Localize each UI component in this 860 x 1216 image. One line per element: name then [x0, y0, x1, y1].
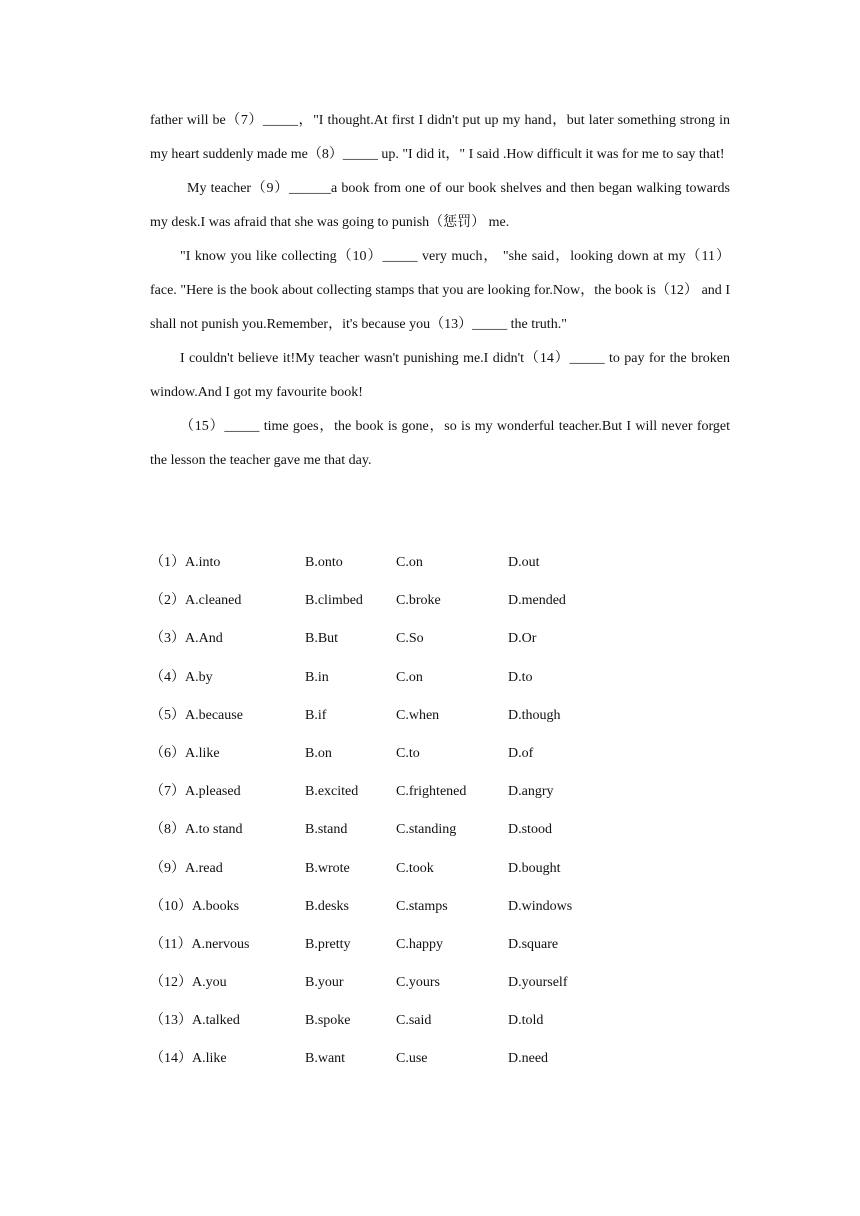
option-b: B.want — [305, 1051, 346, 1067]
option-a: （14）A.like — [150, 1051, 227, 1067]
option-d: D.windows — [508, 898, 573, 914]
passage-paragraph-1: father will be（7）_____，"I thought.At first I didn't put up my hand，but later something strong in my heart suddenly made me（8）_____ up. "I did it，" I said .How difficult it was for me to say that! — [150, 113, 730, 162]
option-c: C.said — [396, 1013, 432, 1029]
option-b: B.spoke — [305, 1013, 351, 1029]
option-c: C.yours — [396, 975, 440, 991]
question-option-row — [150, 544, 730, 582]
option-a: （7）A.pleased — [150, 784, 241, 800]
question-option-row — [150, 964, 730, 1002]
question-option-row — [150, 888, 730, 926]
option-a: （4）A.by — [150, 669, 213, 685]
option-a: （11）A.nervous — [150, 936, 250, 952]
option-b: B.your — [305, 975, 344, 991]
option-d: D.though — [508, 707, 561, 723]
option-a: （9）A.read — [150, 860, 223, 876]
option-b: B.climbed — [305, 593, 363, 609]
question-option-row — [150, 697, 730, 735]
question-option-row — [150, 735, 730, 773]
option-d: D.stood — [508, 822, 552, 838]
passage-paragraph-2: My teacher（9）______a book from one of our book shelves and then began walking towards my desk.I was afraid that she was going to punish（惩罚） me. — [150, 181, 730, 230]
option-a: （6）A.like — [150, 745, 220, 761]
option-c: C.use — [396, 1051, 428, 1067]
question-option-row — [150, 582, 730, 620]
option-c: C.standing — [396, 822, 457, 838]
passage-paragraph-5: （15）_____ time goes，the book is gone，so is my wonderful teacher.But I will never forget the lesson the teacher gave me that day. — [150, 419, 730, 468]
option-d: D.told — [508, 1013, 544, 1029]
question-option-row — [150, 926, 730, 964]
answer-options-list — [150, 544, 730, 1079]
option-c: C.to — [396, 745, 420, 761]
passage-paragraph-4: I couldn't believe it!My teacher wasn't punishing me.I didn't（14）_____ to pay for the broken window.And I got my favourite book! — [150, 351, 730, 400]
option-a: （13）A.talked — [150, 1013, 240, 1029]
question-option-row — [150, 773, 730, 811]
option-a: （3）A.And — [150, 631, 223, 647]
option-b: B.stand — [305, 822, 348, 838]
option-b: B.if — [305, 707, 327, 723]
option-a: （8）A.to stand — [150, 822, 243, 838]
option-a: （1）A.into — [150, 555, 221, 570]
option-b: B.desks — [305, 898, 349, 914]
option-b: B.excited — [305, 784, 359, 800]
option-a: （12）A.you — [150, 975, 227, 991]
option-d: D.yourself — [508, 975, 568, 991]
option-d: D.need — [508, 1051, 549, 1067]
option-b: B.pretty — [305, 936, 351, 952]
option-c: C.happy — [396, 936, 444, 952]
option-a: （10）A.books — [150, 898, 240, 914]
option-c: C.stamps — [396, 898, 448, 914]
option-d: D.bought — [508, 860, 561, 876]
option-d: D.out — [508, 555, 540, 570]
option-c: C.took — [396, 860, 434, 876]
option-c: C.broke — [396, 593, 441, 609]
passage-body — [150, 104, 730, 478]
question-option-row — [150, 659, 730, 697]
option-b: B.wrote — [305, 860, 350, 876]
option-c: C.on — [396, 555, 423, 570]
option-c: C.So — [396, 631, 424, 647]
option-d: D.mended — [508, 593, 566, 609]
option-c: C.on — [396, 669, 423, 685]
option-c: C.frightened — [396, 784, 467, 800]
option-b: B.onto — [305, 555, 343, 570]
option-b: B.on — [305, 745, 332, 761]
question-option-row — [150, 620, 730, 658]
option-a: （5）A.because — [150, 707, 243, 723]
option-b: B.But — [305, 631, 339, 647]
passage-paragraph-3: "I know you like collecting（10）_____ very much， "she said，looking down at my（11） face. "Here is the book about collecting stamps that you are looking for.Now，the book is（12） and I shall not punish you.Remember，it's because you（13）_____ the truth." — [150, 249, 730, 332]
option-d: D.square — [508, 936, 559, 952]
option-d: D.angry — [508, 784, 554, 800]
option-d: D.of — [508, 745, 534, 761]
question-option-row — [150, 1040, 730, 1078]
question-option-row — [150, 1002, 730, 1040]
option-a: （2）A.cleaned — [150, 593, 242, 609]
question-option-row — [150, 850, 730, 888]
option-c: C.when — [396, 707, 440, 723]
option-b: B.in — [305, 669, 329, 685]
option-d: D.Or — [508, 631, 537, 647]
option-d: D.to — [508, 669, 533, 685]
question-option-row — [150, 811, 730, 849]
